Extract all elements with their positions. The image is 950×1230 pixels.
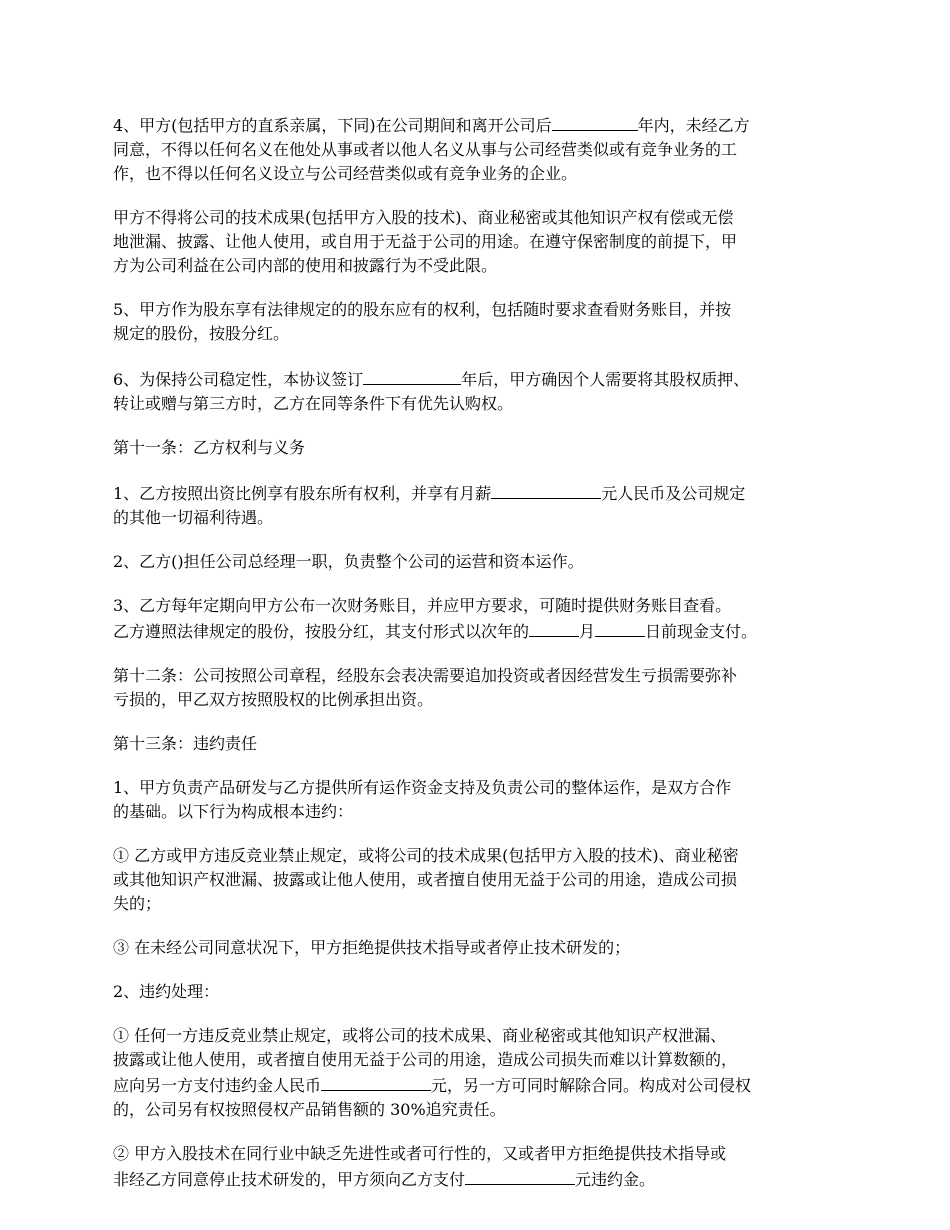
- fill-blank-years: [363, 366, 461, 385]
- paragraph-breach-item-1: [113, 844, 843, 916]
- heading-breach-handling: [113, 980, 843, 1004]
- text-line: 第十一条：乙方权利与义务: [113, 438, 306, 457]
- fill-blank-years: [552, 112, 638, 131]
- heading-article-13: [113, 732, 843, 756]
- paragraph-party-b-role: [113, 550, 843, 574]
- text-line: 作，也不得以任何名义设立与公司经营类似或有竞争业务的企业。: [113, 164, 578, 183]
- text-line: 方为公司利益在公司内部的使用和披露行为不受此限。: [113, 256, 498, 275]
- paragraph-financial-disclosure: [113, 594, 843, 644]
- text-line: 第十三条：违约责任: [113, 734, 258, 753]
- text-line: 5、甲方作为股东享有法律规定的的股东应有的权利，包括随时要求查看财务账目，并按: [113, 300, 732, 319]
- document-body: [113, 112, 843, 1212]
- text-line: [113, 618, 843, 644]
- text-segment: 6、为保持公司稳定性，本协议签订: [113, 370, 364, 389]
- text-segment: 年内，未经乙方: [637, 116, 750, 135]
- paragraph-party-b-salary: [113, 480, 843, 530]
- text-line: [113, 366, 843, 392]
- text-line: 地泄漏、披露、让他人使用，或自用于无益于公司的用途。在遵守保密制度的前提下，甲: [113, 232, 738, 251]
- text-line: ① 乙方或甲方违反竞业禁止规定，或将公司的技术成果(包括甲方入股的技术)、商业秘密: [113, 846, 739, 865]
- paragraph-confidentiality: [113, 206, 843, 278]
- text-line: 的其他一切福利待遇。: [113, 508, 274, 527]
- text-segment: 非经乙方同意停止技术研发的，甲方须向乙方支付: [113, 1170, 466, 1189]
- text-line: 2、违约处理：: [113, 982, 220, 1001]
- text-line: 的，公司另有权按照侵权产品销售额的 30%追究责任。: [113, 1100, 506, 1119]
- paragraph-handling-item-2: [113, 1142, 843, 1192]
- text-line: 规定的股份，按股分红。: [113, 324, 290, 343]
- text-line: 1、甲方负责产品研发与乙方提供所有运作资金支持及负责公司的整体运作，是双方合作: [113, 778, 732, 797]
- fill-blank-penalty: [465, 1166, 575, 1185]
- fill-blank-penalty: [321, 1072, 431, 1091]
- paragraph-article-12: [113, 664, 843, 712]
- text-segment: 1、乙方按照出资比例享有股东所有权利，并享有月薪: [113, 484, 492, 503]
- text-segment: 4、甲方(包括甲方的直系亲属，下同)在公司期间和离开公司后: [113, 116, 552, 135]
- text-line: [113, 1166, 843, 1192]
- text-segment: 月: [579, 622, 596, 641]
- heading-article-11: [113, 436, 843, 460]
- text-line: ② 甲方入股技术在同行业中缺乏先进性或者可行性的，又或者甲方拒绝提供技术指导或: [113, 1144, 727, 1163]
- paragraph-breach-basis: [113, 776, 843, 824]
- paragraph-clause-6-preemption: [113, 366, 843, 416]
- text-segment: 日前现金支付。: [645, 622, 758, 641]
- text-line: 的基础。以下行为构成根本违约：: [113, 802, 354, 821]
- text-line: 第十二条：公司按照公司章程，经股东会表决需要追加投资或者因经营发生亏损需要弥补: [113, 666, 738, 685]
- text-segment: 乙方遵照法律规定的股份，按股分红，其支付形式以次年的: [113, 622, 530, 641]
- text-line: 同意，不得以任何名义在他处从事或者以他人名义从事与公司经营类似或有竞争业务的工: [113, 140, 738, 159]
- text-line: [113, 480, 843, 506]
- text-line: 2、乙方()担任公司总经理一职，负责整个公司的运营和资本运作。: [113, 552, 584, 571]
- paragraph-handling-item-1: [113, 1024, 843, 1122]
- paragraph-clause-4-non-compete: [113, 112, 843, 186]
- text-line: [113, 112, 843, 138]
- text-segment: 年后，甲方确因个人需要将其股权质押、: [461, 370, 750, 389]
- text-segment: 元人民币及公司规定: [601, 484, 746, 503]
- text-line: 披露或让他人使用，或者擅自使用无益于公司的用途，造成公司损失而难以计算数额的，: [113, 1050, 738, 1069]
- text-line: 或其他知识产权泄漏、披露或让他人使用，或者擅自使用无益于公司的用途，造成公司损: [113, 870, 738, 889]
- text-line: 亏损的，甲乙双方按照股权的比例承担出资。: [113, 690, 434, 709]
- text-segment: 元违约金。: [575, 1170, 656, 1189]
- paragraph-clause-5-shareholder-rights: [113, 298, 843, 346]
- paragraph-breach-item-3: [113, 936, 843, 960]
- text-line: ③ 在未经公司同意状况下，甲方拒绝提供技术指导或者停止技术研发的；: [113, 938, 631, 957]
- text-line: 转让或赠与第三方时，乙方在同等条件下有优先认购权。: [113, 394, 514, 413]
- text-line: 失的；: [113, 894, 162, 913]
- text-line: ① 任何一方违反竞业禁止规定，或将公司的技术成果、商业秘密或其他知识产权泄漏、: [113, 1026, 727, 1045]
- text-line: [113, 1072, 843, 1098]
- fill-blank-salary: [491, 480, 601, 499]
- text-line: 甲方不得将公司的技术成果(包括甲方入股的技术)、商业秘密或其他知识产权有偿或无偿: [113, 208, 734, 227]
- fill-blank-day: [595, 618, 645, 637]
- text-line: 3、乙方每年定期向甲方公布一次财务账目，并应甲方要求，可随时提供财务账目查看。: [113, 596, 732, 615]
- fill-blank-month: [529, 618, 579, 637]
- text-segment: 元，另一方可同时解除合同。构成对公司侵权: [431, 1076, 752, 1095]
- text-segment: 应向另一方支付违约金人民币: [113, 1076, 322, 1095]
